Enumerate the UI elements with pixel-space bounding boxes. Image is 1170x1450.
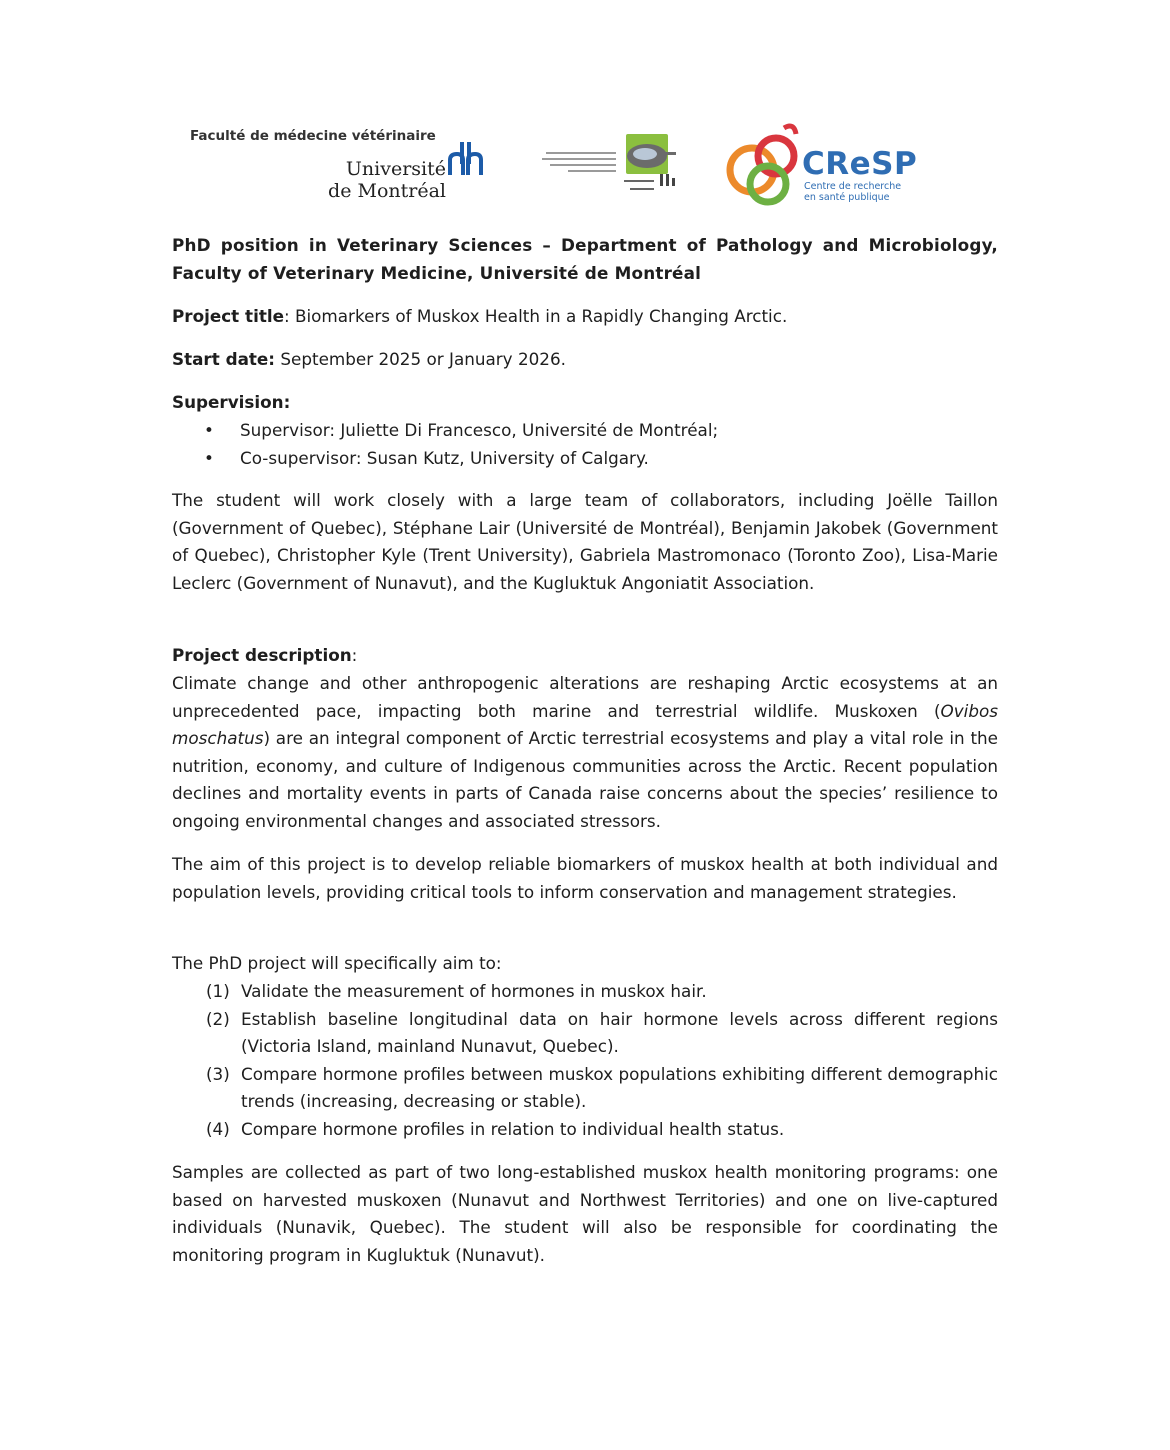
aim-text: Validate the measurement of hormones in muskox hair. <box>241 981 707 1001</box>
description-paragraph-1 <box>172 670 998 836</box>
cresp-logo <box>724 120 924 210</box>
cresp-title: CReSP <box>802 146 918 182</box>
list-item: • Co-supervisor: Susan Kutz, University of Calgary. <box>172 445 998 473</box>
description-label: Project description <box>172 645 352 665</box>
aim-number: (3) <box>206 1063 230 1084</box>
list-item <box>172 978 998 1006</box>
project-title-label: Project title <box>172 306 284 326</box>
aim-number: (4) <box>206 1118 230 1139</box>
cresp-subtitle <box>804 181 901 203</box>
description-label-row <box>172 642 998 670</box>
list-item <box>172 1116 998 1144</box>
position-heading <box>172 232 998 287</box>
cresp-subtitle-line1: Centre de recherche <box>804 181 902 192</box>
heading-line1: PhD position in Veterinary Sciences – Department of Pathology and Microbiology, <box>172 235 998 255</box>
research-group-logo <box>542 130 692 200</box>
aim-text: Compare hormone profiles in relation to individual health status. <box>241 1118 785 1139</box>
start-date-label: Start date: <box>172 349 276 369</box>
udem-line1: Université <box>345 158 446 180</box>
list-item <box>172 1006 998 1061</box>
udem-line2: de Montréal <box>328 180 446 202</box>
heading-line2: Faculty of Veterinary Medicine, Université de Montréal <box>172 262 702 283</box>
description-p1-start: Climate change and other anthropogenic alterations are reshaping Arctic ecosystems at an unprecedented pace, impacting both marine and terrestrial wildlife. Muskoxen ( <box>172 673 998 721</box>
aim-text: Compare hormone profiles between muskox populations exhibiting different demographic trends (increasing, decreasing or stable). <box>241 1063 998 1112</box>
list-item: • Supervisor: Juliette Di Francesco, Université de Montréal; <box>172 417 998 445</box>
description-paragraph-2: The aim of this project is to develop reliable biomarkers of muskox health at both individual and population levels, providing critical tools to inform conservation and management strategies. <box>172 854 998 902</box>
aim-number: (1) <box>206 981 230 1001</box>
cresp-emblem-icon <box>724 120 808 210</box>
aims-intro: The PhD project will specifically aim to: <box>172 953 502 973</box>
supervision-list <box>172 417 998 472</box>
start-date-value: September 2025 or January 2026. <box>275 349 566 369</box>
species-name: Ovibos moschatus <box>172 700 998 749</box>
aim-number: (2) <box>206 1008 230 1029</box>
udem-faculty-name: Faculté de médecine vétérinaire <box>190 128 436 144</box>
cresp-subtitle-line2: en santé publique <box>804 192 890 203</box>
supervision-label: Supervision: <box>172 392 291 412</box>
aim-text: Establish baseline longitudinal data on hair hormone levels across different regions (Victoria Island, mainland Nunavut, Quebec). <box>241 1008 998 1057</box>
udem-wordmark <box>328 158 446 202</box>
list-item <box>172 1061 998 1116</box>
udem-logo <box>190 128 490 208</box>
start-date-row <box>172 346 998 374</box>
collaborators-paragraph: The student will work closely with a large team of collaborators, including Joëlle Taillon (Government of Quebec), Stéphane Lair (Université de Montréal), Benjamin Jakobek (Government of Quebec), Christopher Kyle (Trent University), Gabriela Mastromonaco (Toronto Zoo), Lisa-Marie Leclerc (Government of Nunavut), and the Kugluktuk Angoniatit Association. <box>172 490 998 593</box>
description-label-suffix: : <box>351 645 358 665</box>
description-p1-end: ) are an integral component of Arctic terrestrial ecosystems and play a vital role in the nutrition, economy, and culture of Indigenous communities across the Arctic. Recent population declines and mortality events in parts of Canada raise concerns about the species’ resilience to ongoing environmental changes and associated stressors. <box>172 728 998 831</box>
project-title-value: : Biomarkers of Muskox Health in a Rapidly Changing Arctic. <box>283 306 788 326</box>
project-title-row <box>172 303 998 331</box>
aims-list <box>172 978 998 1144</box>
udem-emblem-icon <box>448 142 484 176</box>
samples-paragraph: Samples are collected as part of two long-established muskox health monitoring programs: one based on harvested muskoxen (Nunavut and Northwest Territories) and one on live-captured individuals (Nunavik, Quebec). The student will also be responsible for coordinating the monitoring program in Kugluktuk (Nunavut). <box>172 1162 998 1265</box>
